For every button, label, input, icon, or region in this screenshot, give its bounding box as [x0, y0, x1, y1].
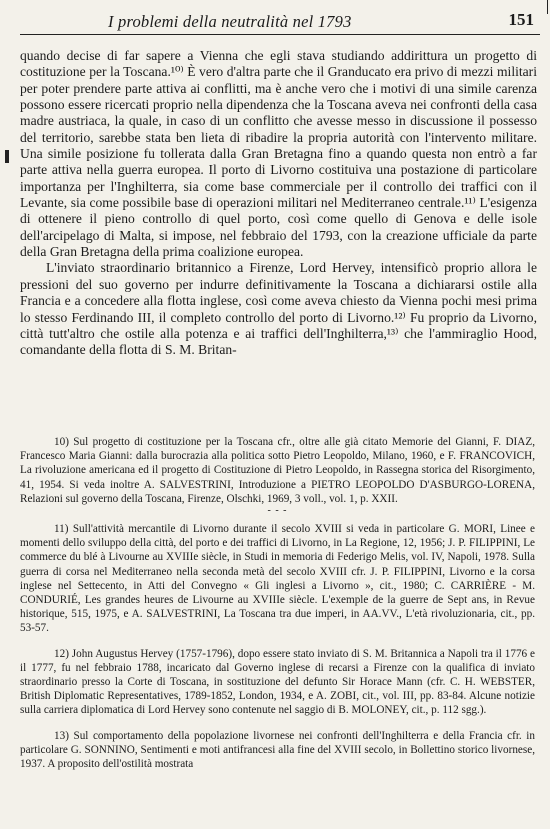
footnote-10: 10) Sul progetto di costituzione per la Toscana cfr., oltre alle già citato Memorie del Gianni, F. DIAZ, Francesco Maria Gianni: dalla burocrazia alla politica sotto Pietro Leopoldo, Milano, 1960, e F. FRANCOVICH, La rivoluzione americana ed il progetto di Costituzione di Pietro Leopoldo, in Rassegna storica del Risorgimento, 41, 1954. Si veda inoltre A. SALVESTRINI, Introduzione a PIETRO LEOPOLDO D'ASBURGO-LORENA, Relazioni sul governo della Toscana, Firenze, Olschki, 1969, 3 voll., vol. 1, p. XXII. — [20, 436, 535, 505]
running-title: I problemi della neutralità nel 1793 — [108, 12, 352, 31]
running-header — [20, 8, 540, 35]
main-text — [20, 48, 537, 359]
page-number: 151 — [508, 10, 534, 29]
footnote-13: 13) Sul comportamento della popolazione livornese nei confronti dell'Inghilterra e della Francia cfr. in particolare G. SONNINO, Sentimenti e moti antifrancesi alla fine del XVIII secolo, in Bollettino storico livornese, 1937. A proposito dell'ostilità mostrata — [20, 729, 535, 771]
paragraph-2: L'inviato straordinario britannico a Firenze, Lord Hervey, intensificò proprio allora le pressioni del suo governo per indurre definitivamente la Toscana a dichiararsi ostile alla Francia e a concedere alla flotta inglese, così come aveva chiesto da Vienna pochi mesi prima lo stesso Ferdinando III, il completo controllo del porto di Livorno.¹²⁾ Fu proprio da Livorno, città tutt'altro che ostile alla potenza e ai traffici dell'Inghilterra,¹³⁾ che l'ammiraglio Hood, comandante della flotta di S. M. Britan- — [20, 260, 537, 358]
paragraph-1: quando decise di far sapere a Vienna che egli stava studiando addirittura un progetto di costituzione per la Toscana.¹⁰⁾ È vero d'altra parte che il Granducato era privo di mezzi militari per poter prendere parte attiva ai conflitti, ma è anche vero che i motivi di una simile carenza possono essere ricercati proprio nella dipendenza che la Toscana aveva nei confronti della casa madre austriaca, la quale, in caso di un conflitto che avesse messo in discussione il possesso del territorio, sarebbe stata ben lieta di ribadire la propria autorità con l'intervento militare. Una simile posizione fu tollerata dalla Gran Bretagna fino a quando questa non entrò a far parte attiva nella guerra europea. Il porto di Livorno costituiva una postazione di particolare importanza per l'Inghilterra, sia come base commerciale per il controllo dei traffici con il Levante, sia come possibile base di operazioni militari nel Mediterraneo centrale.¹¹⁾ L'esigenza di ottenere il pieno controllo di quel porto, così come quello di Genova e delle isole dell'arcipelago di Malta, si impose, nel febbraio del 1793, con la creazione ufficiale da parte della Gran Bretagna della prima coalizione europea. — [20, 48, 537, 260]
footnotes — [20, 435, 535, 782]
margin-mark — [547, 0, 549, 14]
footnote-12: 12) John Augustus Hervey (1757-1796), dopo essere stato inviato di S. M. Britannica a Napoli tra il 1776 e il 1777, fu nel febbraio 1788, incaricato dal Governo inglese di recarsi a Firenze con la qualifica di inviato straordinario presso la Corte di Toscana, in sostituzione del defunto Sir Horace Mann (cfr. C. H. WEBSTER, British Diplomatic Representatives, 1789-1852, London, 1934, e A. ZOBI, cit., vol. III, pp. 83-84. Alcune notizie sulla carriera diplomatica di Lord Hervey sono contenute nel saggio di B. MOLONEY, cit., p. 112 sgg.). — [20, 647, 535, 717]
footnote-11: 11) Sull'attività mercantile di Livorno durante il secolo XVIII si veda in particolare G. MORI, Linee e momenti dello sviluppo della città, del porto e dei traffici di Livorno, in La Regione, 12, 1956; J. P. FILIPPINI, Le commerce du blé à Livourne au XVIIIe siècle, in Studi in memoria di Federigo Melis, vol. IV, Napoli, 1978. Sulla guerra di corsa nel Mediterraneo nella seconda metà del secolo XVIII cfr. J. P. FILIPPINI, Livorno e la corsa inglese nel Settecento, in Atti del Convegno « Gli inglesi a Livorno », cit., 1980; C. CARRIÈRE - M. CONDURIÉ, Les grandes heures de Livourne au XVIIIe siècle. L'exemple de la guerre de Sept ans, in Revue historique, 515, 1975, e A. SALVESTRINI, La Toscana tra due imperi, in AA.VV., L'età rivoluzionaria, cit., pp. 53-57. — [20, 523, 535, 635]
footnote-divider: - - - — [267, 505, 288, 517]
margin-tick — [5, 150, 9, 163]
